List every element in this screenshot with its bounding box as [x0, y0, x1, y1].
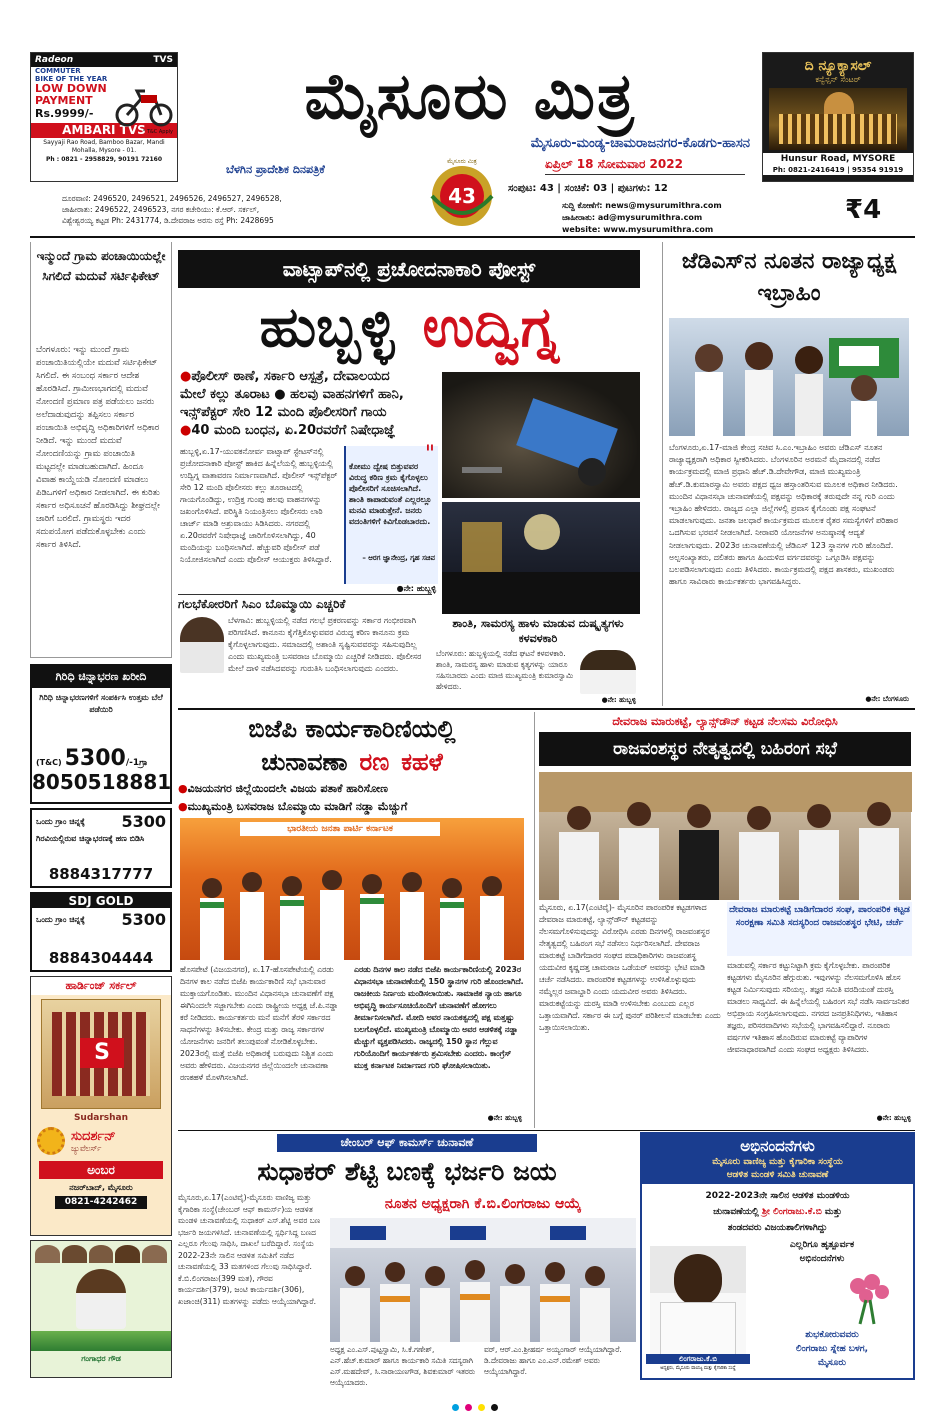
jds-body: ಬೆಂಗಳೂರು,ಏ.17-ಮಾಜಿ ಕೇಂದ್ರ ಸಚಿವ ಸಿ.ಎಂ.ಇಬ್ರಾಹಿಂ ಅವರು ಜೆಡಿಎಸ್ ನೂತನ ರಾಜ್ಯಾಧ್ಯಕ್ಷರಾಗಿ ಅಧಿಕಾರ ಸ್ವೀಕರಿಸಿದರು. ಬೆಂಗಳೂರಿನ ಅರಮನೆ ಮೈದಾನದಲ್ಲಿ ನಡೆದ ಕಾರ್ಯಕ್ರಮದಲ್ಲಿ ಮಾಜಿ ಪ್ರಧಾನಿ ಹೆಚ್.ಡಿ.ದೇವೇಗೌಡ, ಮಾಜಿ ಮುಖ್ಯಮಂತ್ರಿ ಹೆಚ್.ಡಿ.ಕುಮಾರಸ್ವಾಮಿ ಅವರು ಪಕ್ಷದ ಧ್ವಜ ಹಸ್ತಾಂತರಿಸುವ ಮೂಲಕ ಅಧಿಕಾರ ನೀಡಿದರು. ಮುಂದಿನ ವಿಧಾನಸಭಾ ಚುನಾವಣೆಯಲ್ಲಿ ಪಕ್ಷವನ್ನು ಅಧಿಕಾರಕ್ಕೆ ತರುವುದೇ ನನ್ನ ಗುರಿ ಎಂದು ಇಬ್ರಾಹಿಂ ಹೇಳಿದರು. ರಾಜ್ಯದ ಎಲ್ಲಾ ಜಿಲ್ಲೆಗಳಲ್ಲಿ ಪ್ರವಾಸ ಕೈಗೊಂಡು ಪಕ್ಷ ಸಂಘಟನೆ ಮಾಡಲಾಗುವುದು. ಜನತಾ ಜಲಧಾರೆ ಕಾರ್ಯಕ್ರಮದ ಮೂಲಕ ರೈತರ ಸಮಸ್ಯೆಗಳಿಗೆ ಪರಿಹಾರ ಒದಗಿಸುವ ಭರವಸೆ ನೀಡಲಾಗಿದೆ. ನೀರಾವರಿ ಯೋಜನೆಗಳ ಅನುಷ್ಠಾನಕ್ಕೆ ಆದ್ಯತೆ ನೀಡಲಾಗುವುದು. 2023ರ ಚುನಾವಣೆಯಲ್ಲಿ ಜೆಡಿಎಸ್ 123 ಸ್ಥಾನಗಳ ಗುರಿ ಹೊಂದಿದೆ. ಅಲ್ಪಸಂಖ್ಯಾತರು, ದಲಿತರು ಹಾಗೂ ಹಿಂದುಳಿದ ವರ್ಗದವರನ್ನು ಒಗ್ಗೂಡಿಸಿ ಪಕ್ಷವನ್ನು ಬಲಪಡಿಸಲಾಗುವುದು ಎಂದು ತಿಳಿಸಿದರು. ಕಾರ್ಯಕ್ರಮದಲ್ಲಿ ಪಕ್ಷದ ಶಾಸಕರು, ಮುಖಂಡರು ಹಾಗೂ ಸಾವಿರಾರು ಕಾರ್ಯಕರ್ತರು ಭಾಗವಹಿಸಿದ್ದರು. [669, 443, 898, 587]
tvs-tc: * T&C Apply [142, 129, 173, 135]
gangadhar-name: ಗಂಗಾಧರ ಗೌಡ [81, 1354, 121, 1363]
bjp-bullet-2: ● ಮುಖ್ಯಮಂತ್ರಿ ಬಸವರಾಜ ಬೊಮ್ಮಾಯಿ ಮಾಡಿಗೆ ನಡ್ಡಾ ಮೆಚ್ಚುಗೆ [178, 798, 526, 816]
masthead-rule [30, 236, 915, 238]
cm-headline: ಗಲಭೆಕೋರರಿಗೆ ಸಿಎಂ ಬೊಮ್ಮಾಯಿ ಎಚ್ಚರಿಕೆ [178, 597, 346, 611]
left-story-body: ಬೆಂಗಳೂರು: ಇನ್ನು ಮುಂದೆ ಗ್ರಾಮ ಪಂಚಾಯಿತಿಯಲ್ಲಿಯೇ ಮದುವೆ ಸರ್ಟಿಫಿಕೇಟ್ ಸಿಗಲಿದೆ. ಈ ಸಂಬಂಧ ಸರ್ಕಾರ ಆದೇಶ ಹೊರಡಿಸಿದೆ. ಗ್ರಾಮೀಣಭಾಗದಲ್ಲಿ ಮದುವೆ ನೋಂದಣಿ ಪ್ರಮಾಣ ಪತ್ರ ಪಡೆಯಲು ಜನರು ಅಲೆದಾಡುವುದನ್ನು ತಪ್ಪಿಸಲು ಸರ್ಕಾರ ಪಂಚಾಯಿತಿ ಅಭಿವೃದ್ಧಿ ಅಧಿಕಾರಿಗಳಿಗೆ ಅಧಿಕಾರ ನೀಡಿದೆ. ಇನ್ನು ಮುಂದೆ ಮದುವೆ ನೋಂದಣಿಯನ್ನು ಗ್ರಾಮ ಪಂಚಾಯಿತಿ ಮಟ್ಟದಲ್ಲೇ ಮಾಡಬಹುದಾಗಿದೆ. ಹಿಂದೂ ವಿವಾಹ ಕಾಯ್ದೆಯಡಿ ನೋಂದಣಿ ಮಾಡಲು ಪಿಡಿಒಗಳಿಗೆ ಅಧಿಕಾರ ನೀಡಲಾಗಿದೆ. ಈ ಕುರಿತು ಸರ್ಕಾರ ಅಧಿಸೂಚನೆ ಹೊರಡಿಸಿದ್ದು ಶೀಘ್ರದಲ್ಲೇ ಜಾರಿಗೆ ಬರಲಿದೆ. ಗ್ರಾಮಸ್ಥರು ಇದರ ಸದುಪಯೋಗ ಪಡೆದುಕೊಳ್ಳಬೇಕು ಎಂದು ಸರ್ಕಾರ ತಿಳಿಸಿದೆ. [36, 345, 160, 550]
chamber-subhead: ನೂತನ ಅಧ್ಯಕ್ಷರಾಗಿ ಕೆ.ಬಿ.ಲಿಂಗರಾಜು ಆಯ್ಕೆ [384, 1196, 582, 1212]
devaraja-col-1: ಮೈಸೂರು, ಏ.17(ಎಂಟಿವೈ)- ಮೈಸೂರಿನ ಪಾರಂಪರಿಕ ಕಟ್ಟಡಗಳಾದ ದೇವರಾಜ ಮಾರುಕಟ್ಟೆ, ಲ್ಯಾನ್ಸ್‌ಡೌನ್ ಕಟ್ಟಡವನ್ನು ನೆಲಸಮಗೊಳಿಸುವುದನ್ನು ವಿರೋಧಿಸಿ ಎರಡು ದಿನಗಳಲ್ಲಿ ರಾಜವಂಶಸ್ಥರ ನೇತೃತ್ವದಲ್ಲಿ ಬಹಿರಂಗ ಸಭೆ ನಡೆಸಲು ನಿರ್ಧರಿಸಲಾಗಿದೆ. ದೇವರಾಜ ಮಾರುಕಟ್ಟೆ ಬಾಡಿಗೆದಾರರ ಸಂಘದ ಪದಾಧಿಕಾರಿಗಳು ರಾಜವಂಶಸ್ಥ ಯದುವೀರ ಕೃಷ್ಣದತ್ತ ಚಾಮರಾಜ ಒಡೆಯರ್ ಅವರನ್ನು ಭೇಟಿ ಮಾಡಿ ಚರ್ಚೆ ನಡೆಸಿದರು. ಪಾರಂಪರಿಕ ಕಟ್ಟಡಗಳನ್ನು ಉಳಿಸಿಕೊಳ್ಳುವುದು ನಮ್ಮೆಲ್ಲರ ಜವಾಬ್ದಾರಿ ಎಂದು ಯದುವೀರ ಅವರು ತಿಳಿಸಿದರು. ಮಾರುಕಟ್ಟೆಯನ್ನು ದುರಸ್ತಿ ಮಾಡಿ ಉಳಿಸಬೇಕು ಎಂಬುದು ಎಲ್ಲರ ಒತ್ತಾಯವಾಗಿದೆ. ಸರ್ಕಾರ ಈ ಬಗ್ಗೆ ಪುನರ್ ಪರಿಶೀಲನೆ ಮಾಡಬೇಕು ಎಂದು ಒತ್ತಾಯಿಸಲಾಯಿತು. [539, 903, 721, 1032]
hotel-sub: ಕನ್ವೆನ್ಷನ್ ಸೆಂಟರ್ [815, 75, 861, 84]
cm-story [178, 594, 432, 706]
tvs-phone: Ph : 0821 - 2958829, 90191 72160 [45, 156, 163, 163]
bjp-headline-end: ಕಹಳೆ [401, 748, 443, 776]
congrats-line1: 2022-2023ನೇ ಸಾಲಿನ ಆಡಳಿತ ಮಂಡಳಿಯ [705, 1191, 850, 1201]
bike-icon [115, 83, 173, 127]
bjp-story [178, 712, 526, 1128]
hotel-building-image [769, 88, 907, 150]
devaraja-col-2: ಮಾಡುವಲ್ಲಿ ಸರ್ಕಾರ ಕಟ್ಟುನಿಟ್ಟಾಗಿ ಕ್ರಮ ಕೈಗೊಳ್ಳಬೇಕು. ಪಾರಂಪರಿಕ ಕಟ್ಟಡಗಳು ಮೈಸೂರಿನ ಹೆಗ್ಗುರುತು. ಇವುಗಳನ್ನು ನೆಲಸಮಗೊಳಿಸಿ ಹೊಸ ಕಟ್ಟಡ ನಿರ್ಮಿಸುವುದು ಸರಿಯಲ್ಲ. ತಜ್ಞರ ಸಮಿತಿ ವರದಿಯಂತೆ ದುರಸ್ತಿ ಮಾಡಲು ಸಾಧ್ಯವಿದೆ. ಈ ಹಿನ್ನೆಲೆಯಲ್ಲಿ ಬಹಿರಂಗ ಸಭೆ ನಡೆಸಿ ಸಾರ್ವಜನಿಕರ ಅಭಿಪ್ರಾಯ ಸಂಗ್ರಹಿಸಲಾಗುವುದು. ನಗರದ ಜನಪ್ರತಿನಿಧಿಗಳು, ಇತಿಹಾಸ ತಜ್ಞರು, ಪರಿಸರವಾದಿಗಳು ಸಭೆಯಲ್ಲಿ ಭಾಗವಹಿಸಲಿದ್ದಾರೆ. ನೂರಾರು ವರ್ಷಗಳ ಇತಿಹಾಸ ಹೊಂದಿರುವ ಮಾರುಕಟ್ಟೆ ವ್ಯಾಪಾರಿಗಳ ಜೀವನಾಧಾರವಾಗಿದೆ ಎಂದು ಸಂಘದ ಅಧ್ಯಕ್ಷರು ತಿಳಿಸಿದರು. [727, 961, 910, 1054]
ad2-text: ಒಂದು ಗ್ರಾಂ ಚಿನ್ನಕ್ಕೆ [36, 816, 85, 826]
anniversary-number: 43 [448, 184, 476, 208]
ad2-phone[interactable]: 8884317777 [48, 865, 154, 883]
mid-rule [178, 708, 915, 710]
lead-byline: ●ನೇ: ಹುಬ್ಬಳ್ಳಿ [396, 584, 436, 593]
side-body: ಬೆಂಗಳೂರು: ಹುಬ್ಬಳ್ಳಿಯಲ್ಲಿ ನಡೆದ ಘಟನೆ ಕಳವಳಕಾರಿ. ಶಾಂತಿ, ಸಾಮರಸ್ಯ ಹಾಳು ಮಾಡುವ ಕೃತ್ಯಗಳನ್ನು ಯಾರೂ ಸಹಿಸಬಾರದು ಎಂದು ಮಾಜಿ ಮುಖ್ಯಮಂತ್ರಿ ಕುಮಾರಸ್ವಾಮಿ ಹೇಳಿದರು. [436, 649, 574, 691]
jds-headline: ಜೆಡಿಎಸ್‌ನ ನೂತನ ರಾಜ್ಯಾಧ್ಯಕ್ಷ ಇಬ್ರಾಹಿಂ [681, 249, 897, 306]
congrats-line2-end: ಮತ್ತು [824, 1207, 842, 1217]
anniversary-label: ಮೈಸೂರು ಮಿತ್ರ [447, 158, 477, 165]
tvs-price: Rs.9999/- [35, 107, 94, 120]
sdj-text: ಒಂದು ಗ್ರಾಂ ಚಿನ್ನಕ್ಕೆ [36, 914, 85, 924]
store-building-image: S [41, 999, 161, 1109]
hotel-phone: Ph: 0821-2416419 | 95354 91919 [763, 165, 913, 175]
sudarshan-kn: ಸುದರ್ಶನ್ [71, 1128, 116, 1144]
email-news[interactable]: ಸುದ್ದಿ ಕೋಣೆಗೆ: news@mysurumithra.com [562, 201, 722, 210]
email-ad[interactable]: ಜಾಹೀರಾತು: ad@mysurumithra.com [562, 213, 703, 222]
giridhi-body: ಗಿರಿಧಿ ಚಿನ್ನಾಭರಣಗಳಿಗೆ ಸಂಪರ್ಕಿಸಿ ಉತ್ತಮ ಬೆಲೆ ಪಡೆಯಿರಿ [39, 693, 163, 714]
sudarshan-sub: ಜ್ಯುವೆಲರ್ಸ್ [71, 1143, 102, 1153]
issue-date: ಏಪ್ರಿಲ್ 18 ಸೋಮವಾರ 2022 [545, 157, 745, 175]
devaraja-story [534, 712, 915, 1128]
devaraja-subhead: ದೇವರಾಜ ಮಾರುಕಟ್ಟೆ ಬಾಡಿಗೆದಾರರ ಸಂಘ, ಪಾರಂಪರಿಕ ಕಟ್ಟಡ ಸಂರಕ್ಷಣಾ ಸಮಿತಿ ಸದಸ್ಯರಿಂದ ರಾಜವಂಶಸ್ಥರ ಭೇಟಿ, ಚರ್ಚೆ [727, 902, 912, 956]
harding-title: ಹಾರ್ಡಿಂಜ್ ಸರ್ಕಲ್ [31, 977, 171, 995]
masthead-title: ಮೈಸೂರು ಮಿತ್ರ [304, 60, 636, 134]
sdj-price: 5300 [121, 910, 166, 929]
lingaraju-photo [650, 1246, 746, 1364]
paddy-field-image [31, 1331, 171, 1351]
ad2-price: 5300 [121, 812, 166, 831]
gangadhar-photo [76, 1269, 126, 1329]
congrats-from3: ಮೈಸೂರು [818, 1358, 846, 1368]
bjp-banner: ಭಾರತೀಯ ಜನತಾ ಪಾರ್ಟಿ ಕರ್ನಾಟಕ [240, 822, 440, 836]
riot-photo-2 [442, 502, 640, 614]
sun-icon [37, 1127, 65, 1155]
tvs-line2: BIKE OF THE YEAR [35, 75, 108, 83]
bjp-photo [180, 818, 524, 960]
lead-quote: ಕೋಮು ದ್ವೇಷ ಬಿತ್ತುವವರ ವಿರುದ್ಧ ಕಠಿಣ ಕ್ರಮ ಕೈಗೊಳ್ಳಲು ಪೊಲೀಸರಿಗೆ ಸೂಚಿಸಲಾಗಿದೆ. ಶಾಂತಿ ಕಾಪಾಡುವಂತೆ ಎಲ್ಲರಲ್ಲೂ ಮನವಿ ಮಾಡುತ್ತೇನೆ. ಜನರು ವದಂತಿಗಳಿಗೆ ಕಿವಿಗೊಡಬಾರದು. [349, 462, 432, 526]
price: ₹4 [845, 195, 882, 225]
flower-bouquet-icon [838, 1270, 898, 1324]
lead-bullets [180, 368, 440, 442]
giridhi-title: ಗಿರಿಧಿ ಚಿನ್ನಾಭರಣ ಖರೀದಿ [32, 666, 170, 688]
bjp-col-1: ಹೊಸಪೇಟೆ (ವಿಜಯನಗರ), ಏ.17-ಹೊಸಪೇಟೆಯಲ್ಲಿ ಎರಡು ದಿನಗಳ ಕಾಲ ನಡೆದ ಬಿಜೆಪಿ ಕಾರ್ಯಕಾರಿಣಿ ಸಭೆ ಭಾನುವಾರ ಮುಕ್ತಾಯಗೊಂಡಿತು. ಮುಂದಿನ ವಿಧಾನಸಭಾ ಚುನಾವಣೆಗೆ ಪಕ್ಷ ಈಗಿನಿಂದಲೇ ಸಜ್ಜಾಗಬೇಕು ಎಂದು ರಾಷ್ಟ್ರೀಯ ಅಧ್ಯಕ್ಷ ಜೆ.ಪಿ.ನಡ್ಡಾ ಕರೆ ನೀಡಿದರು. ಕಾರ್ಯಕರ್ತರು ಮನೆ ಮನೆಗೆ ತೆರಳಿ ಸರ್ಕಾರದ ಸಾಧನೆಗಳನ್ನು ತಿಳಿಸಬೇಕು. ಕೇಂದ್ರ ಮತ್ತು ರಾಜ್ಯ ಸರ್ಕಾರಗಳ ಯೋಜನೆಗಳು ಜನರಿಗೆ ತಲುಪುವಂತೆ ನೋಡಿಕೊಳ್ಳಬೇಕು. 2023ರಲ್ಲಿ ಮತ್ತೆ ಬಿಜೆಪಿ ಅಧಿಕಾರಕ್ಕೆ ಬರುವುದು ನಿಶ್ಚಿತ ಎಂದು ಅವರು ಹೇಳಿದರು. ವಿಜಯನಗರ ಜಿಲ್ಲೆಯಿಂದಲೇ ಚುನಾವಣಾ ರಣಕಹಳೆ ಮೊಳಗಿಸಲಾಗಿದೆ. [180, 965, 339, 1082]
lead-body: ಹುಬ್ಬಳ್ಳಿ,ಏ.17-ಯುವಕನೋರ್ವ ವಾಟ್ಸಾಪ್ ಸ್ಟೇಟಸ್‌ನಲ್ಲಿ ಪ್ರಚೋದನಾಕಾರಿ ಪೋಸ್ಟ್ ಹಾಕಿದ ಹಿನ್ನೆಲೆಯಲ್ಲಿ ಹುಬ್ಬಳ್ಳಿಯಲ್ಲಿ ಉದ್ವಿಗ್ನ ವಾತಾವರಣ ನಿರ್ಮಾಣವಾಗಿದೆ. ಪೊಲೀಸ್ ಇನ್ಸ್‌ಪೆಕ್ಟರ್ ಸೇರಿ 12 ಮಂದಿ ಪೊಲೀಸರು ಕಲ್ಲು ತೂರಾಟದಲ್ಲಿ ಗಾಯಗೊಂಡಿದ್ದು, ಉದ್ರಿಕ್ತ ಗುಂಪು ಹಲವು ವಾಹನಗಳನ್ನು ಜಖಂಗೊಳಿಸಿದೆ. ಪರಿಸ್ಥಿತಿ ನಿಯಂತ್ರಿಸಲು ಪೊಲೀಸರು ಲಾಠಿ ಚಾರ್ಜ್ ಮಾಡಿ ಅಶ್ರುವಾಯು ಸಿಡಿಸಿದರು. ನಗರದಲ್ಲಿ ಏ.20ರವರೆಗೆ ನಿಷೇಧಾಜ್ಞೆ ಜಾರಿಗೊಳಿಸಲಾಗಿದ್ದು, 40 ಮಂದಿಯನ್ನು ಬಂಧಿಸಲಾಗಿದೆ. ಹೆಚ್ಚುವರಿ ಪೊಲೀಸ್ ಪಡೆ ನಿಯೋಜಿಸಲಾಗಿದೆ ಎಂದು ಪೊಲೀಸ್ ಆಯುಕ್ತರು ತಿಳಿಸಿದ್ದಾರೆ. [180, 447, 338, 564]
devaraja-byline: ●ನೇ: ಹುಬ್ಬಳ್ಳಿ [876, 1114, 911, 1122]
hotel-ad[interactable] [762, 52, 914, 182]
congrats-line5: ಅಭಿನಂದನೆಗಳು [799, 1254, 845, 1264]
phone-line-2: ಜಾಹೀರಾತು: 2496522, 2496523, ನಗರ ಕಚೇರಿಯು: ಕೆ.ಆರ್. ಸರ್ಕಲ್, [62, 205, 260, 214]
left-story-headline: ಇನ್ಮುಂದೆ ಗ್ರಾಮ ಪಂಚಾಯಿಯಲ್ಲೇ ಸಿಗಲಿದೆ ಮದುವೆ ಸರ್ಟಿಫಿಕೇಟ್ [36, 249, 166, 283]
contact-emails [562, 200, 802, 236]
lead-bullet-1: ● ಪೊಲೀಸ್ ಠಾಣೆ, ಸರ್ಕಾರಿ ಆಸ್ಪತ್ರೆ, ದೇವಾಲಯದ [180, 368, 440, 386]
contact-phones [62, 193, 442, 226]
amber-logo: ಅಂಬರ [39, 1161, 163, 1179]
giridhi-unit: /-1ಗ್ರಾ [125, 758, 148, 768]
cm-side-story [436, 616, 640, 706]
congrats-line2: ಚುನಾವಣೆಯಲ್ಲಿ [713, 1207, 759, 1217]
jds-story [662, 242, 915, 706]
congrats-sub1: ಮೈಸೂರು ವಾಣಿಜ್ಯ ಮತ್ತು ಕೈಗಾರಿಕಾ ಸಂಸ್ಥೆಯ [712, 1157, 843, 1167]
tvs-address: Sayyaji Rao Road, Bamboo Bazar, Mandi Mohalla, Mysore - 01. [43, 139, 165, 154]
quote-icon: " [424, 442, 435, 467]
lead-headline [178, 288, 640, 368]
hotel-address: Hunsur Road, MYSORE [763, 153, 913, 165]
tvs-dealer: AMBARI TVS [31, 123, 177, 138]
tvs-logo: TVS [153, 55, 173, 65]
lead-headline-black: ಹುಬ್ಬಳ್ಳಿ [259, 295, 395, 360]
giridhi-ad[interactable] [30, 664, 172, 804]
jds-photo [669, 318, 909, 436]
phone-line-1: ದೂರವಾಣಿ: 2496520, 2496521, 2496526, 2496527, 2496528, [62, 194, 282, 203]
lead-headline-red: ಉದ್ವಿಗ್ನ [422, 295, 559, 360]
lower-rule [178, 1130, 915, 1131]
phone-line-3: ವಿಶ್ವೇಶ್ವರಯ್ಯ ಕಟ್ಟಡ Ph: 2431774, ಡಿ.ದೇವರಾಜ ಅರಸು ರಸ್ತೆ Ph: 2428695 [62, 216, 274, 225]
bjp-headline-red: ರಣ [359, 748, 390, 776]
hdk-photo [580, 650, 636, 694]
congrats-from1: ಶುಭಕೋರುವವರು [805, 1330, 859, 1340]
congrats-caption: ಲಿಂಗರಾಜು.ಕೆ.ಬಿ [646, 1354, 750, 1364]
bjp-byline: ●ನೇ: ಹುಬ್ಬಳ್ಳಿ [487, 1114, 522, 1122]
bommai-photo [180, 617, 224, 673]
congrats-name: ಶ್ರೀ ಲಿಂಗರಾಜು.ಕೆ.ಬಿ [761, 1207, 822, 1217]
masthead-tagline: ಬೆಳಗಿನ ಪ್ರಾದೇಶಿಕ ದಿನಪತ್ರಿಕೆ [226, 163, 325, 176]
tvs-line1: COMMUTER [35, 67, 81, 75]
sdj-title: SDJ GOLD [32, 894, 170, 908]
sdj-phone[interactable]: 8884304444 [48, 949, 154, 967]
devaraja-kicker: ದೇವರಾಜ ಮಾರುಕಟ್ಟೆ, ಲ್ಯಾನ್ಸ್‌ಡೌನ್ ಕಟ್ಟಡ ನೆಲಸಮ ವಿರೋಧಿಸಿ [612, 715, 838, 728]
issue-volume: ಸಂಪುಟ: 43 | ಸಂಚಿಕೆ: 03 | ಪುಟಗಳು: 12 [508, 183, 668, 194]
tvs-offer1: LOW DOWN [35, 82, 107, 95]
sudarshan-ad[interactable] [30, 976, 172, 1236]
leader-photos-strip [31, 1241, 171, 1267]
tvs-ad[interactable] [30, 52, 178, 182]
bjp-bullet-1: ● ವಿಜಯನಗರ ಜಿಲ್ಲೆಯಿಂದಲೇ ವಿಜಯ ಪತಾಕೆ ಹಾರಿಸೋಣ [178, 780, 526, 798]
website-link[interactable]: website: www.mysurumithra.com [562, 225, 714, 234]
color-registration-marks [420, 1404, 530, 1414]
chamber-col-1: ಮೈಸೂರು,ಏ.17(ಎಂಟಿವೈ)-ಮೈಸೂರು ವಾಣಿಜ್ಯ ಮತ್ತು ಕೈಗಾರಿಕಾ ಸಂಸ್ಥೆ(ಚೇಂಬರ್ ಆಫ್ ಕಾಮರ್ಸ್)ಯ ಆಡಳಿತ ಮಂಡಳಿ ಚುನಾವಣೆಯಲ್ಲಿ ಸುಧಾಕರ್ ಎಸ್.ಶೆಟ್ಟಿ ಅವರ ಬಣ ಭರ್ಜರಿ ಜಯಗಳಿಸಿದೆ. ಚುನಾವಣೆಯಲ್ಲಿ ಸ್ಪರ್ಧಿಸಿದ್ದ ಬಣದ ಎಲ್ಲರೂ ಗೆಲುವು ಸಾಧಿಸಿ, ದಾಖಲೆ ಬರೆದಿದ್ದಾರೆ. ಸಂಸ್ಥೆಯ 2022-23ನೇ ಸಾಲಿನ ಆಡಳಿತ ಸಮಿತಿಗೆ ನಡೆದ ಚುನಾವಣೆಯಲ್ಲಿ 33 ಮತಗಳಿಂದ ಗೆಲುವು ಸಾಧಿಸಿದ್ದಾರೆ. ಕೆ.ಬಿ.ಲಿಂಗರಾಜು(399 ಮತ), ಗೌರವ ಕಾರ್ಯದರ್ಶಿ(379), ಜಂಟಿ ಕಾರ್ಯದರ್ಶಿ(306), ಖಜಾಂಚಿ(311) ಮತಗಳನ್ನು ಪಡೆದು ಆಯ್ಕೆಯಾಗಿದ್ದಾರೆ. [178, 1193, 321, 1306]
chamber-col-3: ವರ್, ಆರ್.ಎಂ.ಶ್ರೀಹರ್ಷ ಅಯ್ಯಂಗಾರ್ ಆಯ್ಕೆಯಾಗಿದ್ದಾರೆ. ಡಿ.ದೇವರಾಜು ಹಾಗೂ ಎಂ.ಎನ್.ರಮೇಶ್ ಅವರು ಆಯ್ಕೆಯಾಗಿದ್ದಾರೆ. [484, 1345, 622, 1376]
riot-photo-1 [442, 372, 640, 498]
gold-loan-ad[interactable] [30, 808, 172, 888]
congrats-line3: ತಂಡದವರು ವಿಜಯಶಾಲಿಗಳಾಗಿದ್ದು [727, 1223, 828, 1233]
left-story [30, 242, 172, 658]
hotel-name: ದಿ ನ್ಯೂಕ್ಯಾಸಲ್ [804, 58, 872, 74]
masthead-regions: ಮೈಸೂರು-ಮಂಡ್ಯ-ಚಾಮರಾಜನಗರ-ಕೊಡಗು-ಹಾಸನ [530, 136, 750, 151]
congrats-sub2: ಆಡಳಿತ ಮಂಡಳಿ ಸಮಿತಿ ಚುನಾವಣೆ [726, 1170, 829, 1180]
giridhi-price: 5300 [64, 746, 126, 771]
sdj-gold-ad[interactable] [30, 892, 172, 972]
giridhi-tc: (T&C) [36, 758, 62, 767]
congrats-caption2: ಅಧ್ಯಕ್ಷರು, ಮೈಸೂರು ವಾಣಿಜ್ಯ ಮತ್ತು ಕೈಗಾರಿಕಾ ಸಂಸ್ಥೆ [660, 1366, 736, 1371]
congrats-from2: ಲಿಂಗರಾಜು ಸ್ನೇಹ ಬಳಗ, [795, 1344, 869, 1354]
chamber-story [178, 1132, 636, 1387]
chamber-kicker: ಚೇಂಬರ್ ಆಫ್ ಕಾಮರ್ಸ್ ಚುನಾವಣೆ [277, 1134, 537, 1152]
gangadhar-ad[interactable] [30, 1240, 172, 1378]
cm-body: ಬೆಳಗಾವಿ: ಹುಬ್ಬಳ್ಳಿಯಲ್ಲಿ ನಡೆದ ಗಲಭೆ ಪ್ರಕರಣವನ್ನು ಸರ್ಕಾರ ಗಂಭೀರವಾಗಿ ಪರಿಗಣಿಸಿದೆ. ಕಾನೂನು ಕೈಗೆತ್ತಿಕೊಳ್ಳುವವರ ವಿರುದ್ಧ ಕಠಿಣ ಕಾನೂನು ಕ್ರಮ ಕೈಗೊಳ್ಳಲಾಗುವುದು. ಸಮಾಜದಲ್ಲಿ ಅಶಾಂತಿ ಸೃಷ್ಟಿಸುವವರನ್ನು ಸಹಿಸುವುದಿಲ್ಲ ಎಂದು ಮುಖ್ಯಮಂತ್ರಿ ಬಸವರಾಜ ಬೊಮ್ಮಾಯಿ ಎಚ್ಚರಿಕೆ ನೀಡಿದರು. ಪೊಲೀಸರ ಮೇಲೆ ದಾಳಿ ನಡೆಸಿದವರನ್ನು ಗುರುತಿಸಿ ಬಂಧಿಸಲಾಗುವುದು ಎಂದರು. [228, 616, 422, 673]
side-byline: ●ನೇ: ಹುಬ್ಬಳ್ಳಿ [601, 696, 636, 704]
jds-byline: ●ನೇ: ಬೆಂಗಳೂರು [865, 695, 909, 703]
lead-quote-by: – ಆರಗ ಜ್ಞಾನೇಂದ್ರ, ಗೃಹ ಸಚಿವ [362, 554, 435, 562]
chamber-headline: ಸುಧಾಕರ್ ಶೆಟ್ಟಿ ಬಣಕ್ಕೆ ಭರ್ಜರಿ ಜಯ [257, 1157, 557, 1186]
amber-phone[interactable]: 0821-4242462 [55, 1196, 147, 1209]
chamber-photo [330, 1218, 636, 1342]
lead-bullet-2: ಮೇಲೆ ಕಲ್ಲು ತೂರಾಟ ● ಹಲವು ವಾಹನಗಳಿಗೆ ಹಾನಿ, [180, 387, 404, 402]
lead-quote-box [344, 442, 438, 584]
bjp-headline-1: ಬಿಜೆಪಿ ಕಾರ್ಯಕಾರಿಣಿಯಲ್ಲಿ [248, 715, 456, 743]
giridhi-phone[interactable]: 8050518881 [32, 770, 172, 794]
congrats-title: ಅಭಿನಂದನೆಗಳು [740, 1137, 815, 1155]
sudarshan-logo-text: Sudarshan [73, 1113, 129, 1123]
devaraja-photo [539, 772, 911, 900]
tvs-offer2: PAYMENT [35, 94, 93, 107]
lead-kicker: ವಾಟ್ಸಾಪ್‌ನಲ್ಲಿ ಪ್ರಚೋದನಾಕಾರಿ ಪೋಸ್ಟ್ [178, 250, 640, 288]
lead-bullet-4: ● 40 ಮಂದಿ ಬಂಧನ, ಏ.20ರವರೆಗೆ ನಿಷೇಧಾಜ್ಞೆ [180, 422, 440, 440]
congrats-line4: ಎಲ್ಲರಿಗೂ ಹೃತ್ಪೂರ್ವಕ [789, 1240, 855, 1250]
bjp-headline-2: ಚುನಾವಣಾ [261, 748, 348, 776]
ad2-sub: ಗಿರವಿಯಲ್ಲಿರುವ ಚಿನ್ನಾಭರಣಕ್ಕೆ ಹಣ ಬಿಡಿಸಿ [36, 834, 145, 843]
nazarbad-address: ನಜರ್‌ಬಾದ್, ಮೈಸೂರು [69, 1183, 133, 1192]
devaraja-headline: ರಾಜವಂಶಸ್ಥರ ನೇತೃತ್ವದಲ್ಲಿ ಬಹಿರಂಗ ಸಭೆ [539, 732, 911, 766]
chamber-col-2: ಅಧ್ಯಕ್ಷ ಎಂ.ಎಸ್.ಪುಟ್ಟಸ್ವಾಮಿ, ಸಿ.ಕೆ.ಗಣೇಶ್, ಎನ್.ಹೆಚ್.ಕುಮಾರ್ ಹಾಗೂ ಕಾರ್ಯಕಾರಿ ಸಮಿತಿ ಸದಸ್ಯರಾಗಿ ಎಸ್.ಮಹದೇವ್, ಸಿ.ನಾರಾಯಣಗೌಡ, ಶಿವಕುಮಾರ್ ಇತರರು ಆಯ್ಕೆಯಾದರು. [330, 1345, 476, 1387]
tvs-brand: Radeon [35, 55, 74, 65]
bjp-col-2: ಎರಡು ದಿನಗಳ ಕಾಲ ನಡೆದ ಬಿಜೆಪಿ ಕಾರ್ಯಕಾರಿಣಿಯಲ್ಲಿ 2023ರ ವಿಧಾನಸಭಾ ಚುನಾವಣೆಯಲ್ಲಿ 150 ಸ್ಥಾನಗಳ ಗುರಿ ಹೊಂದಲಾಗಿದೆ. ರಾಜಕೀಯ ನಿರ್ಣಯ ಮಂಡಿಸಲಾಯಿತು. ಸಾಮಾಜಿಕ ನ್ಯಾಯ ಹಾಗೂ ಅಭಿವೃದ್ಧಿ ಕಾರ್ಯಸೂಚಿಯೊಂದಿಗೆ ಚುನಾವಣೆಗೆ ಹೋಗಲು ತೀರ್ಮಾನಿಸಲಾಗಿದೆ. ಮೋದಿ ಅವರ ನಾಯಕತ್ವದಲ್ಲಿ ಪಕ್ಷ ಮತ್ತಷ್ಟು ಬಲಗೊಳ್ಳಲಿದೆ. ಮುಖ್ಯಮಂತ್ರಿ ಬೊಮ್ಮಾಯಿ ಅವರ ಆಡಳಿತಕ್ಕೆ ನಡ್ಡಾ ಮೆಚ್ಚುಗೆ ವ್ಯಕ್ತಪಡಿಸಿದರು. ರಾಜ್ಯದಲ್ಲಿ 150 ಸ್ಥಾನ ಗೆಲ್ಲುವ ಗುರಿಯೊಂದಿಗೆ ಕಾರ್ಯಕರ್ತರು ಶ್ರಮಿಸಬೇಕು ಎಂದರು. ಕಾಂಗ್ರೆಸ್ ಮುಕ್ತ ಕರ್ನಾಟಕ ನಿರ್ಮಾಣದ ಗುರಿ ಘೋಷಿಸಲಾಯಿತು. [354, 965, 524, 1070]
congrats-ad[interactable] [640, 1132, 915, 1380]
side-headline: ಶಾಂತಿ, ಸಾಮರಸ್ಯ ಹಾಳು ಮಾಡುವ ದುಷ್ಕೃತ್ಯಗಳು ಕಳವಳಕಾರಿ [452, 617, 624, 645]
lead-bullet-3: ಇನ್ಸ್‌ಪೆಕ್ಟರ್ ಸೇರಿ 12 ಮಂದಿ ಪೊಲೀಸರಿಗೆ ಗಾಯ [180, 405, 387, 420]
